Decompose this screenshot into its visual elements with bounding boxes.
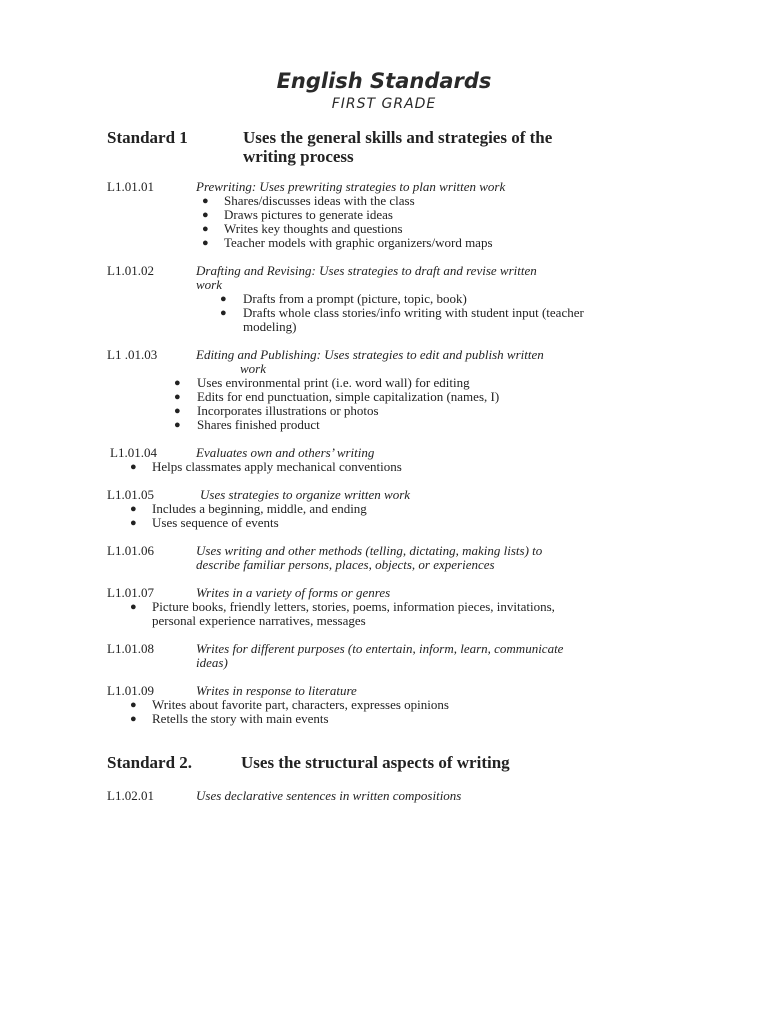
bullet-icon: ● [174, 419, 181, 431]
list-item: Picture books, friendly letters, stories, poems, information pieces, invitations, [152, 599, 555, 614]
bullet-icon: ● [220, 293, 227, 305]
benchmark-description: Drafting and Revising: Uses strategies to draft and revise written [196, 263, 537, 278]
standard-1-heading-line2: writing process [243, 147, 354, 166]
list-item: Shares/discusses ideas with the class [224, 193, 415, 208]
bullet-icon: ● [220, 307, 227, 319]
benchmark-code: L1.01.06 [107, 543, 154, 558]
benchmark-code: L1.01.07 [107, 585, 154, 600]
benchmark-code: L1 .01.03 [107, 347, 158, 362]
list-item: Uses sequence of events [152, 515, 279, 530]
benchmark-description: Writes in a variety of forms or genres [196, 585, 391, 600]
bullet-icon: ● [174, 377, 181, 389]
bullet-icon: ● [130, 461, 137, 473]
standard-2-heading: Uses the structural aspects of writing [241, 753, 510, 772]
document-title: English Standards [276, 69, 492, 93]
benchmark-code: L1.02.01 [107, 788, 154, 803]
bullet-icon: ● [130, 503, 137, 515]
benchmark-code: L1.01.04 [110, 445, 157, 460]
bullet-icon: ● [174, 405, 181, 417]
benchmark-description: Uses declarative sentences in written compositions [196, 788, 462, 803]
benchmark-code: L1.01.08 [107, 641, 154, 656]
bullet-icon: ● [202, 223, 209, 235]
benchmark-description: ideas) [196, 655, 228, 670]
list-item: Drafts from a prompt (picture, topic, book) [243, 291, 467, 306]
benchmark-description: Uses writing and other methods (telling, dictating, making lists) to [196, 543, 543, 558]
list-item: Shares finished product [197, 417, 320, 432]
benchmark-description: Editing and Publishing: Uses strategies to edit and publish written [196, 347, 544, 362]
list-item: Uses environmental print (i.e. word wall) for editing [197, 375, 470, 390]
benchmark-description: Uses strategies to organize written work [200, 487, 411, 502]
bullet-icon: ● [174, 391, 181, 403]
list-item: Includes a beginning, middle, and ending [152, 501, 367, 516]
benchmark-description: describe familiar persons, places, objects, or experiences [196, 557, 495, 572]
list-item: Edits for end punctuation, simple capitalization (names, I) [197, 389, 500, 404]
benchmark-description: work [196, 277, 222, 292]
list-item: Writes about favorite part, characters, expresses opinions [152, 697, 449, 712]
list-item: Drafts whole class stories/info writing with student input (teacher [243, 305, 584, 320]
benchmark-description: Prewriting: Uses prewriting strategies to plan written work [196, 179, 506, 194]
bullet-icon: ● [202, 195, 209, 207]
standard-2-label: Standard 2. [107, 753, 193, 772]
list-item: Teacher models with graphic organizers/word maps [224, 235, 493, 250]
list-item: Writes key thoughts and questions [224, 221, 403, 236]
list-item: personal experience narratives, messages [152, 613, 366, 628]
list-item: Incorporates illustrations or photos [197, 403, 379, 418]
standard-1-label: Standard 1 [107, 128, 188, 147]
benchmark-description: work [240, 361, 266, 376]
bullet-icon: ● [130, 517, 137, 529]
document-subtitle: FIRST GRADE [331, 96, 437, 112]
bullet-icon: ● [130, 713, 137, 725]
bullet-icon: ● [202, 237, 209, 249]
standard-1-heading-line1: Uses the general skills and strategies of the [243, 128, 553, 147]
benchmark-code: L1.01.09 [107, 683, 154, 698]
benchmark-description: Writes in response to literature [196, 683, 357, 698]
list-item: Draws pictures to generate ideas [224, 207, 393, 222]
list-item: Retells the story with main events [152, 711, 329, 726]
benchmark-code: L1.01.01 [107, 179, 154, 194]
bullet-icon: ● [130, 601, 137, 613]
bullet-icon: ● [130, 699, 137, 711]
list-item: Helps classmates apply mechanical conventions [152, 459, 402, 474]
benchmark-description: Evaluates own and others’ writing [196, 445, 375, 460]
benchmark-code: L1.01.02 [107, 263, 154, 278]
list-item: modeling) [243, 319, 297, 334]
benchmark-code: L1.01.05 [107, 487, 154, 502]
bullet-icon: ● [202, 209, 209, 221]
benchmark-description: Writes for different purposes (to entertain, inform, learn, communicate [196, 641, 564, 656]
